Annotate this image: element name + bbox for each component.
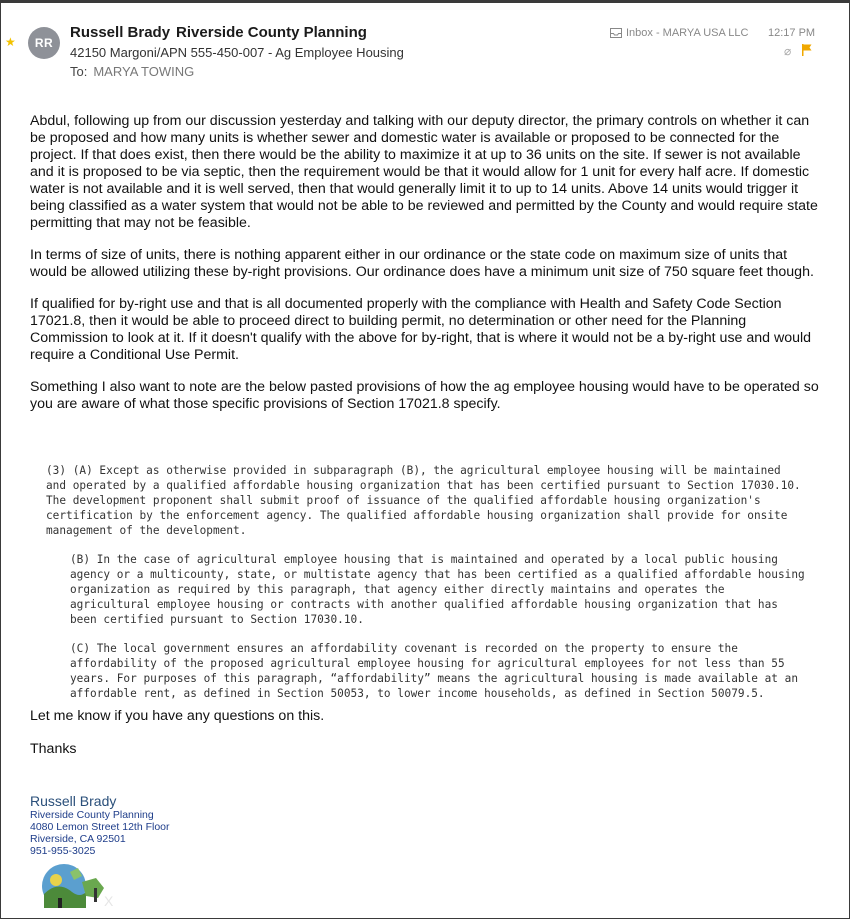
email-subject: 42150 Margoni/APN 555-450-007 - Ag Employee Housing [70,45,404,60]
avatar-initials: RR [34,36,54,50]
star-icon[interactable]: ★ [5,35,16,49]
svg-text:X: X [104,893,114,909]
signature-org: Riverside County Planning [30,809,154,821]
to-line [70,64,194,79]
email-body [30,113,825,428]
sender-name: Russell Brady [70,24,171,41]
paperclip-icon[interactable]: ⌀ [784,44,792,58]
sender-org: Riverside County Planning [176,24,367,41]
mailbox-name: Inbox - MARYA USA LLC [626,27,749,39]
inbox-tray-icon [610,28,622,38]
quoted-provisions [46,463,806,715]
body-paragraph-4: Something I also want to note are the below pasted provisions of how the ag employee housing would have to be operated so you are aware of what those specific provisions of Section 17021.8 specify. [30,379,819,412]
body-paragraph-3: If qualified for by-right use and that is all documented properly with the compliance with Health and Safety Code Section 17021.8, then it would be able to proceed direct to building permit, no determination or other need for the Planning Commission to look at it. If it doesn't qualify with the above for by-right, that is where it would not be a by-right use and would require a Conditional Use Permit. [30,296,812,363]
avatar [28,27,60,59]
signature-name: Russell Brady [30,793,117,809]
flag-icon[interactable] [802,44,812,56]
recipient[interactable]: MARYA TOWING [93,64,195,79]
closing-thanks: Thanks [30,741,77,757]
body-paragraph-2: In terms of size of units, there is nothing apparent either in our ordinance or the state code on maximum size of units that would be allowed utilizing these by-right provisions. Our ordinance does have a minimum unit size of 750 square feet though. [30,247,814,280]
mailbox-label[interactable] [610,27,748,39]
signature-phone[interactable]: 951-955-3025 [30,845,96,857]
signature-street: 4080 Lemon Street 12th Floor [30,821,170,833]
to-label: To: [70,64,88,79]
provision-c: (C) The local government ensures an affordability covenant is recorded on the property to ensure the affordability of the proposed agricultural employee housing for agricultural employees for not less than 55 years. For purposes of this paragraph, “affordability” means the agricultural housing is made available at an affordable rent, as defined in Section 50053, to lower income households, as defined in Section 50079.5. [70,642,799,700]
closing-line: Let me know if you have any questions on this. [30,708,325,724]
received-time: 12:17 PM [768,27,816,39]
county-logo [38,858,122,920]
sender[interactable] [70,24,367,41]
provision-b: (B) In the case of agricultural employee housing that is maintained and operated by a local public housing agency or a multicounty, state, or multistate agency that has been certified as a qualified affordable housing organization as required by this paragraph, that agency either directly maintains and operates the agricultural employee housing or contracts with another qualified affordable housing organization that has been certified pursuant to Section 17030.10. [70,553,805,626]
provision-a: (3) (A) Except as otherwise provided in subparagraph (B), the agricultural employee housing will be maintained and operated by a qualified affordable housing organization that has been certified pursuant to Section 17030.10. The development proponent shall submit proof of issuance of the qualified affordable housing organization's certification by the enforcement agency. The qualified affordable housing organization shall provide for onsite management of the development. [46,464,801,537]
body-paragraph-1: Abdul, following up from our discussion yesterday and talking with our deputy director, the primary controls on whether it can be proposed and how many units is whether sewer and domestic water is available or proposed to be connected for the project. If that does exist, then there would be the ability to maximize it at up to 36 units on the site. If sewer is not available and it is proposed to be via septic, then the requirement would be that it would allow for 1 unit for every half acre. If domestic water is not available and it is well served, then that would generally limit it to up to 14 units. Above 14 units would trigger it being classified as a water system that would not be able to be reviewed and permitted by the County and would require state permitting that may not be feasible. [30,113,818,231]
signature-city: Riverside, CA 92501 [30,833,126,845]
